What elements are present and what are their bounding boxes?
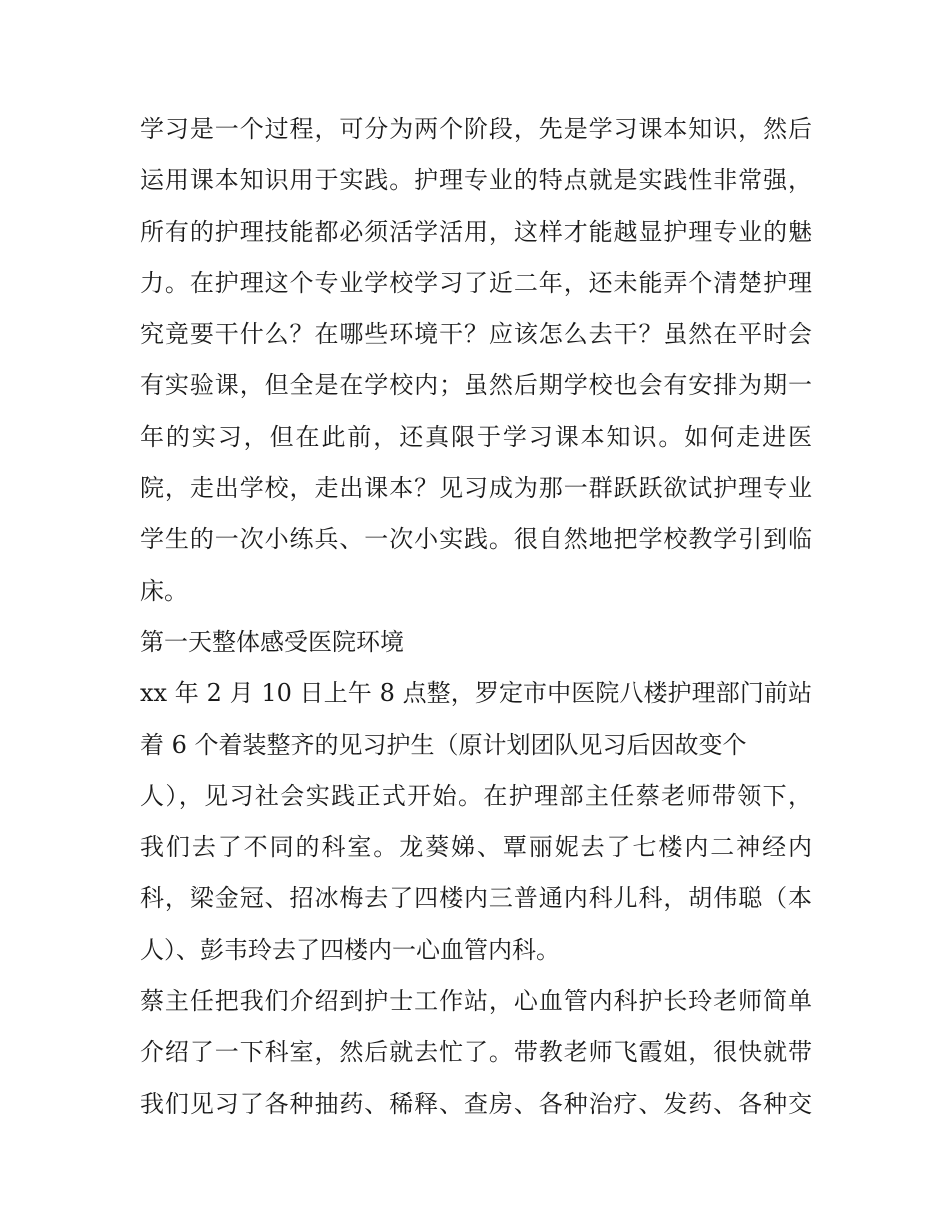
text-line-9: 学生的一次小练兵、一次小实践。很自然地把学校教学引到临 [140, 525, 812, 554]
text-line-10: 床。 [140, 576, 188, 605]
text-line-3: 所有的护理技能都必须活学活用，这样才能越显护理专业的魅 [140, 217, 812, 246]
text-line-19: 介绍了一下科室，然后就去忙了。带教老师飞霞姐，很快就带 [140, 1038, 812, 1067]
text-line-4: 力。在护理这个专业学校学习了近二年，还未能弄个清楚护理 [140, 268, 812, 297]
text-line-18: 蔡主任把我们介绍到护士工作站，心血管内科护长玲老师简单 [140, 987, 812, 1016]
text-line-13: 着 6 个着装整齐的见习护生（原计划团队见习后因故变个 [140, 730, 747, 759]
text-line-8: 院，走出学校，走出课本？见习成为那一群跃跃欲试护理专业 [140, 474, 812, 503]
section-heading: 第一天整体感受医院环境 [140, 627, 404, 656]
text-line-16: 科，梁金冠、招冰梅去了四楼内三普通内科儿科，胡伟聪（本 [140, 884, 812, 913]
text-line-17: 人）、彭韦玲去了四楼内一心血管内科。 [140, 935, 560, 964]
text-line-14: 人），见习社会实践正式开始。在护理部主任蔡老师带领下， [140, 781, 812, 810]
text-line-6: 有实验课，但全是在学校内；虽然后期学校也会有安排为期一 [140, 371, 812, 400]
text-line-20: 我们见习了各种抽药、稀释、查房、各种治疗、发药、各种交 [140, 1089, 812, 1118]
text-line-5: 究竟要干什么？在哪些环境干？应该怎么去干？虽然在平时会 [140, 320, 812, 349]
document-body [140, 104, 812, 1130]
text-line-1: 学习是一个过程，可分为两个阶段，先是学习课本知识，然后 [140, 115, 812, 143]
text-line-2: 运用课本知识用于实践。护理专业的特点就是实践性非常强， [140, 166, 812, 195]
text-line-7: 年的实习，但在此前，还真限于学习课本知识。如何走进医 [140, 422, 812, 451]
text-line-15: 我们去了不同的科室。龙葵娣、覃丽妮去了七楼内二神经内 [140, 833, 812, 862]
text-line-12: xx 年 2 月 10 日上午 8 点整，罗定市中医院八楼护理部门前站 [140, 679, 812, 708]
